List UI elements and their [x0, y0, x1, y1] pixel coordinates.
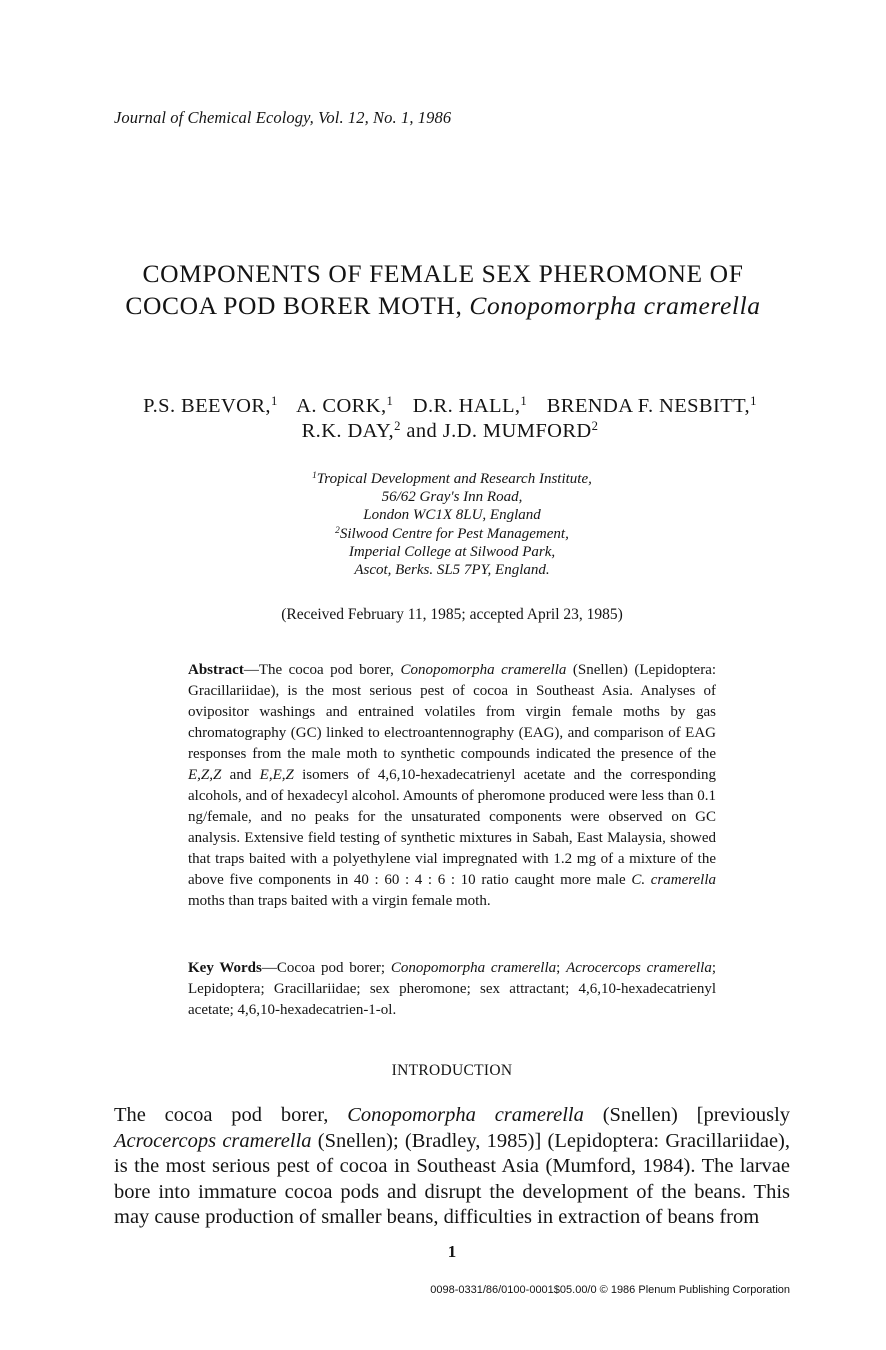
intro-species: Conopomorpha cramerella — [347, 1104, 584, 1126]
keywords-label: Key Words — [188, 960, 262, 976]
intro-text: The cocoa pod borer, — [114, 1104, 329, 1126]
author-name: P.S. BEEVOR, — [143, 395, 271, 417]
author-affil-mark: 1 — [750, 394, 757, 409]
abstract-text: and — [229, 767, 252, 783]
intro-text: (Snellen) [previously — [602, 1104, 791, 1126]
abstract — [188, 660, 716, 912]
author-affil-mark: 1 — [386, 394, 394, 409]
title-line-2-prefix: COCOA POD BORER MOTH, — [125, 291, 463, 320]
title-line-2 — [0, 290, 886, 322]
author-affil-mark: 1 — [270, 394, 278, 409]
affil-mark: 1 — [312, 470, 317, 481]
journal-citation: Journal of Chemical Ecology, Vol. 12, No. 1, 1986 — [114, 108, 452, 127]
author-name: R.K. DAY, — [301, 420, 395, 442]
affil-text: Tropical Development and Research Institute, — [316, 471, 592, 487]
intro-text: (Snellen); (Bradley, 1985)] (Lepidoptera: Gracillariidae), is the most serious pest of cocoa in Southeast Asia (Mumford, 1984). The larvae bore into immature cocoa pods and disrupt the development of the beans. This may cause production of smaller beans, difficulties in extraction of beans from — [114, 1129, 791, 1228]
page-number: 1 — [447, 1242, 457, 1261]
keyword-species: Acrocercops cramerella — [566, 960, 712, 976]
title-line-1: COMPONENTS OF FEMALE SEX PHEROMONE OF — [142, 259, 744, 288]
author-affil-mark: 2 — [394, 419, 401, 434]
intro-prev-name: Acrocercops cramerella — [114, 1129, 312, 1152]
author-and: and — [406, 420, 438, 442]
abstract-text: (Snellen) (Lepidoptera: Gracillariidae), is the most serious pest of cocoa in Southeast Asia. Analyses of ovipositor washings and entrained volatiles from virgin female moths by gas chromatography (GC) linked to electroantennography (EAG), and comparison of EAG responses from the male moth to synthetic compounds indicated the presence of the — [188, 662, 717, 762]
author-line-2 — [0, 419, 886, 444]
introduction-paragraph — [114, 1103, 790, 1231]
affil-text: Silwood Centre for Pest Management, — [339, 525, 569, 542]
author-line-1 — [0, 394, 886, 419]
abstract-isomer: E,E,Z — [259, 767, 294, 783]
author-affil-mark: 2 — [591, 419, 599, 434]
author-name: BRENDA F. NESBITT, — [546, 395, 751, 417]
author-list — [0, 394, 886, 444]
keywords-text: ; — [556, 960, 561, 976]
abstract-text: moths than traps baited with a virgin female moth. — [188, 893, 491, 909]
author-name: J.D. MUMFORD — [442, 420, 592, 442]
affiliation-2-line-1 — [0, 525, 886, 543]
title-species: Conopomorpha cramerella — [469, 291, 761, 320]
affiliation-1-line-3: London WC1X 8LU, England — [363, 507, 541, 524]
author-name: D.R. HALL, — [412, 395, 521, 417]
author-name: A. CORK, — [296, 395, 387, 417]
abstract-isomer: E,Z,Z — [188, 767, 222, 783]
affiliation-2-line-2: Imperial College at Silwood Park, — [348, 543, 556, 560]
received-dates: (Received February 11, 1985; accepted April 23, 1985) — [281, 606, 623, 623]
paper-title — [0, 258, 886, 322]
abstract-species: Conopomorpha cramerella — [400, 662, 567, 678]
keywords-text: —Cocoa pod borer; — [261, 960, 386, 976]
author-affil-mark: 1 — [520, 394, 528, 409]
affiliations — [0, 470, 886, 579]
keyword-species: Conopomorpha cramerella — [390, 960, 557, 976]
affiliation-1-line-2: 56/62 Gray's Inn Road, — [381, 489, 523, 506]
keywords-text: ; Lepidoptera; Gracillariidae; sex pheromone; sex attractant; 4,6,10-hexadecatrienyl acetate; 4,6,10-hexadecatrien-1-ol. — [188, 960, 717, 1018]
abstract-text: isomers of 4,6,10-hexadecatrienyl acetate and the corresponding alcohols, and of hexadecyl alcohol. Amounts of pheromone produced were less than 0.1 ng/female, and no peaks for the unsaturated components were observed on GC analysis. Extensive field testing of synthetic mixtures in Sabah, East Malaysia, showed that traps baited with a polyethylene vial impregnated with 1.2 mg of a mixture of the above five components in 40 : 60 : 4 : 6 : 10 ratio caught more male — [188, 767, 717, 888]
section-heading: INTRODUCTION — [391, 1062, 513, 1079]
copyright-line: 0098-0331/86/0100-0001$05.00/0 © 1986 Plenum Publishing Corporation — [430, 1284, 790, 1296]
affil-mark: 2 — [335, 525, 340, 536]
keywords — [188, 958, 716, 1021]
abstract-species: C. cramerella — [631, 872, 717, 888]
abstract-text: —The cocoa pod borer, — [243, 662, 394, 678]
abstract-label: Abstract — [188, 662, 244, 678]
affiliation-1-line-1 — [0, 470, 886, 488]
affiliation-2-line-3: Ascot, Berks. SL5 7PY, England. — [354, 562, 550, 579]
